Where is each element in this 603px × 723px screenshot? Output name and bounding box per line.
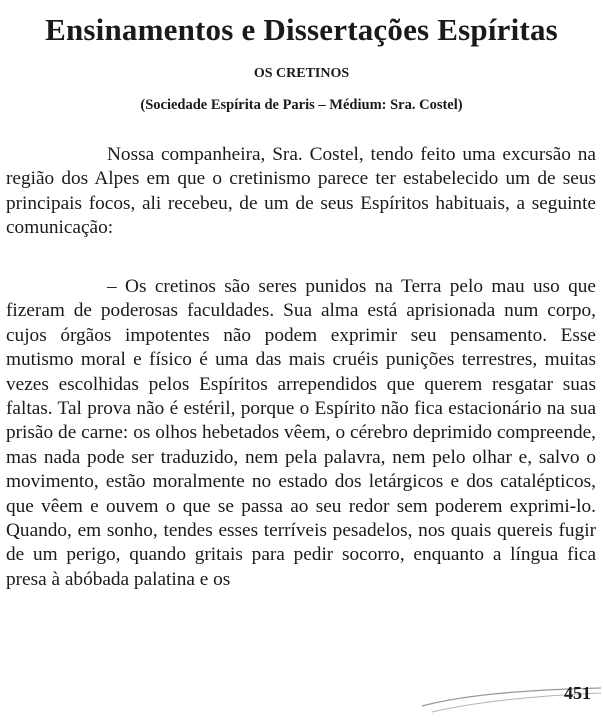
body-paragraph: – Os cretinos são seres punidos na Terra pelo mau uso que fizeram de poderosas faculdades. Sua alma está aprisionada num corpo, cujos órgãos impotentes não podem exprimir seu pensamento. Esse mutismo moral e físico é uma das mais cruéis punições terrestres, muitas vezes escolhidas pelos Espíritos arrependidos que querem resgatar suas faltas. Tal prova não é estéril, porque o Espírito não fica estacionário na sua prisão de carne: os olhos hebetados vêem, o cérebro deprimido compreende, mas nada pode ser traduzido, nem pela palavra, nem pelo olhar e, salvo o movimento, estão moralmente no estado dos letárgicos e dos catalépticos, que vêem e ouvem o que se passa ao seu redor sem poderem exprimi-lo. Quando, em sonho, tendes esses terríveis pesadelos, nos quais quereis fugir de um perigo, quando gritais para pedir socorro, enquanto a língua fica presa à abóbada palatina e os — [6, 276, 596, 590]
section-subtitle: (Sociedade Espírita de Paris – Médium: Sra. Costel) — [140, 97, 463, 113]
page-header-title: Ensinamentos e Dissertações Espíritas — [45, 12, 558, 47]
body-paragraph: Nossa companheira, Sra. Costel, tendo feito uma excursão na região dos Alpes em que o cretinismo parece ter estabelecido um de seus principais focos, ali recebeu, de um de seus Espíritos habituais, a seguinte comunicação: — [6, 144, 596, 239]
page-number: 451 — [564, 683, 591, 703]
section-title: OS CRETINOS — [253, 66, 350, 81]
